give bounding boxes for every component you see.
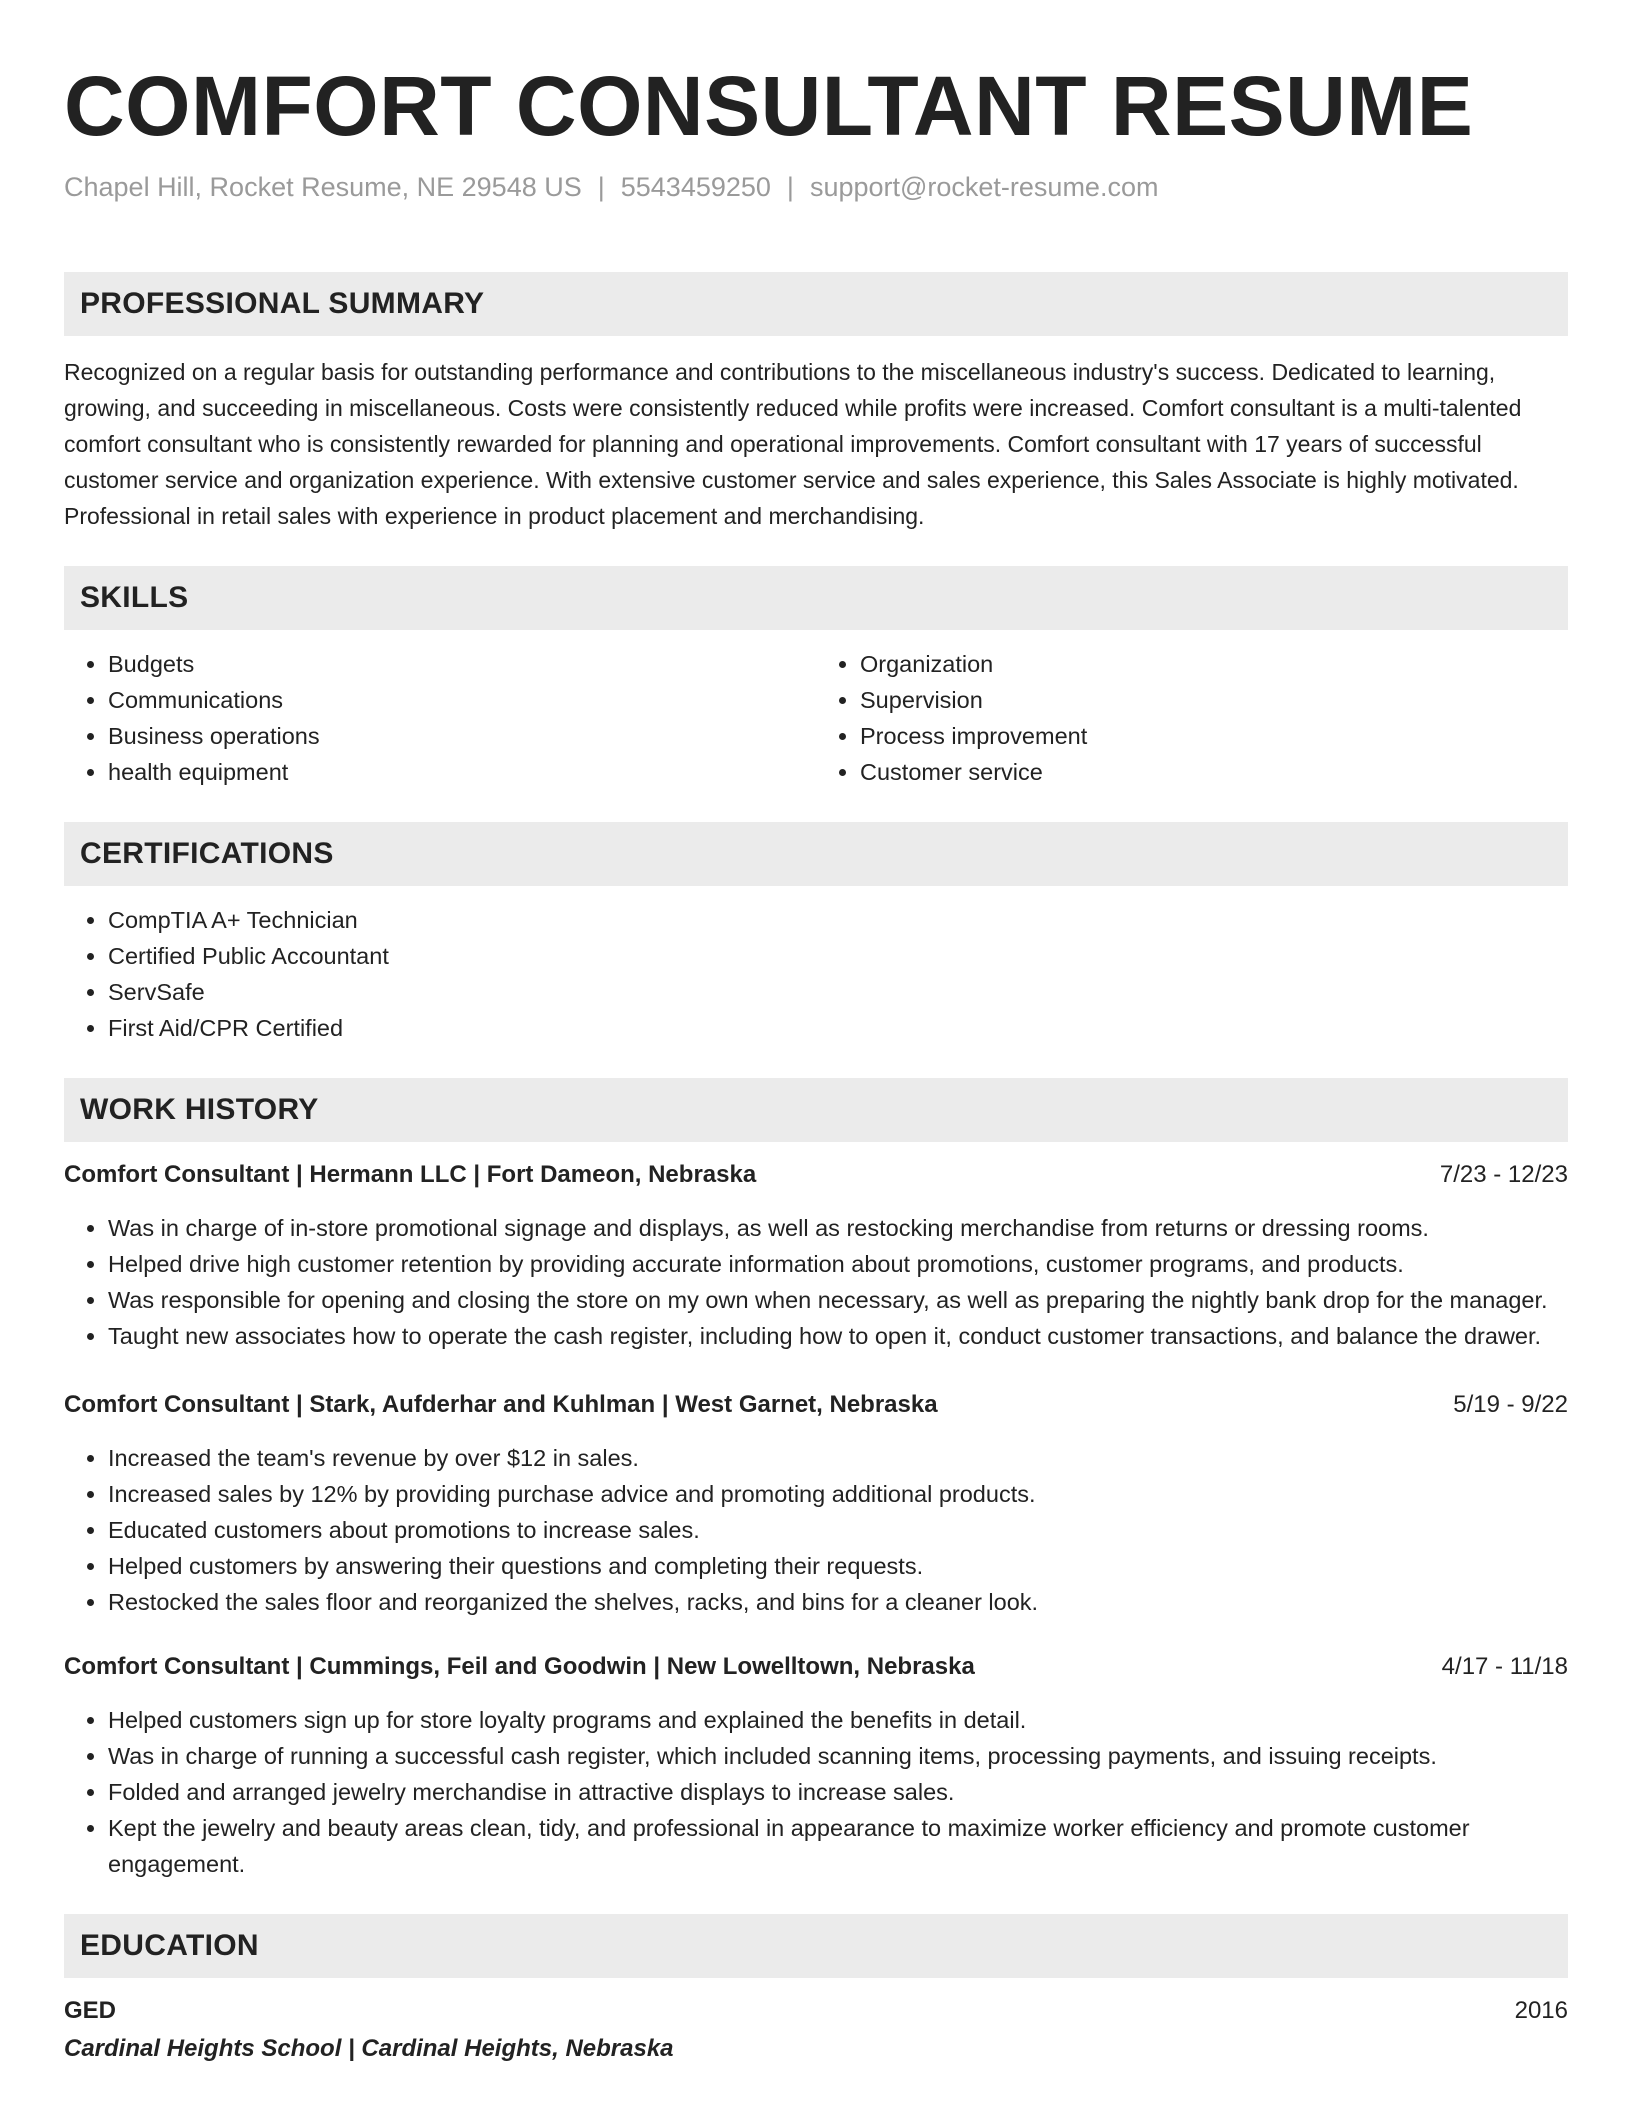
education-year: 2016 — [1514, 1997, 1568, 2024]
skill-item: • Business operations — [108, 718, 816, 754]
skill-item: • Organization — [860, 646, 1568, 682]
certifications-list — [64, 902, 1568, 1046]
skill-item: • Supervision — [860, 682, 1568, 718]
section-heading-certifications: CERTIFICATIONS — [64, 822, 1568, 886]
job-duties-list — [64, 1440, 1568, 1620]
job-header — [64, 1650, 1568, 1684]
certification-item: • ServSafe — [108, 974, 1568, 1010]
job-dates: 5/19 - 9/22 — [1453, 1391, 1568, 1418]
job-header — [64, 1158, 1568, 1192]
job-duty: • Was in charge of running a successful cash register, which included scanning items, processing payments, and issuing receipts. — [108, 1738, 1568, 1774]
contact-separator: | — [786, 172, 794, 202]
skill-item: • Process improvement — [860, 718, 1568, 754]
resume-content — [64, 0, 1568, 2066]
contact-email: support@rocket-resume.com — [809, 172, 1159, 202]
skills-column-right — [816, 646, 1568, 790]
section-heading-work-history: WORK HISTORY — [64, 1078, 1568, 1142]
job-duty: • Kept the jewelry and beauty areas clean, tidy, and professional in appearance to maximize worker efficiency and promote customer engagement. — [108, 1810, 1568, 1882]
job-duty: • Helped drive high customer retention by providing accurate information about promotions, customer programs, and products. — [108, 1246, 1568, 1282]
contact-line — [64, 170, 1568, 204]
section-heading-education: EDUCATION — [64, 1914, 1568, 1978]
job-duty: • Was in charge of in-store promotional signage and displays, as well as restocking merchandise from returns or dressing rooms. — [108, 1210, 1568, 1246]
skill-item: • Communications — [108, 682, 816, 718]
education-school: Cardinal Heights School | Cardinal Heights, Nebraska — [64, 2035, 674, 2062]
job-entry — [64, 1388, 1568, 1620]
job-duty: • Was responsible for opening and closing the store on my own when necessary, as well as preparing the nightly bank drop for the manager. — [108, 1282, 1568, 1318]
section-heading-summary: PROFESSIONAL SUMMARY — [64, 272, 1568, 336]
certification-item: • First Aid/CPR Certified — [108, 1010, 1568, 1046]
job-title: Comfort Consultant | Cummings, Feil and Goodwin | New Lowelltown, Nebraska — [64, 1653, 975, 1680]
job-duty: • Helped customers by answering their questions and completing their requests. — [108, 1548, 1568, 1584]
job-duty: • Taught new associates how to operate the cash register, including how to open it, conduct customer transactions, and balance the drawer. — [108, 1318, 1568, 1354]
summary-text: Recognized on a regular basis for outstanding performance and contributions to the miscellaneous industry's success. Dedicated to learning, growing, and succeeding in miscellaneous. Costs were consistently reduced while profits were increased. Comfort consultant is a multi-talented comfort consultant who is consistently rewarded for planning and operational improvements. Comfort consultant with 17 years of successful customer service and organization experience. With extensive customer service and sales experience, this Sales Associate is highly motivated. Professional in retail sales with experience in product placement and merchandising. — [64, 359, 1522, 529]
job-duties-list — [64, 1210, 1568, 1354]
job-duty: • Increased the team's revenue by over $12 in sales. — [108, 1440, 1568, 1476]
skills-column-left — [64, 646, 816, 790]
job-entry — [64, 1158, 1568, 1354]
job-dates: 7/23 - 12/23 — [1439, 1161, 1568, 1188]
contact-phone: 5543459250 — [620, 172, 771, 202]
certification-item: • Certified Public Accountant — [108, 938, 1568, 974]
job-title: Comfort Consultant | Stark, Aufderhar and Kuhlman | West Garnet, Nebraska — [64, 1391, 938, 1418]
job-duty: • Folded and arranged jewelry merchandise in attractive displays to increase sales. — [108, 1774, 1568, 1810]
skill-item: • health equipment — [108, 754, 816, 790]
contact-address: Chapel Hill, Rocket Resume, NE 29548 US — [64, 172, 582, 202]
resume-title: COMFORT CONSULTANT RESUME — [64, 59, 1474, 153]
job-title: Comfort Consultant | Hermann LLC | Fort Dameon, Nebraska — [64, 1161, 757, 1188]
skill-item: • Budgets — [108, 646, 816, 682]
education-degree: GED — [64, 1997, 117, 2024]
job-duty: • Educated customers about promotions to increase sales. — [108, 1512, 1568, 1548]
job-duties-list — [64, 1702, 1568, 1882]
contact-separator: | — [597, 172, 605, 202]
job-duty: • Restocked the sales floor and reorganized the shelves, racks, and bins for a cleaner look. — [108, 1584, 1568, 1620]
job-dates: 4/17 - 11/18 — [1441, 1653, 1568, 1680]
job-header — [64, 1388, 1568, 1422]
job-entry — [64, 1650, 1568, 1882]
job-duty: • Increased sales by 12% by providing purchase advice and promoting additional products. — [108, 1476, 1568, 1512]
job-duty: • Helped customers sign up for store loyalty programs and explained the benefits in detail. — [108, 1702, 1568, 1738]
skill-item: • Customer service — [860, 754, 1568, 790]
education-header — [64, 1994, 1568, 2028]
section-heading-skills: SKILLS — [64, 566, 1568, 630]
certification-item: • CompTIA A+ Technician — [108, 902, 1568, 938]
skills-list — [64, 646, 1568, 790]
